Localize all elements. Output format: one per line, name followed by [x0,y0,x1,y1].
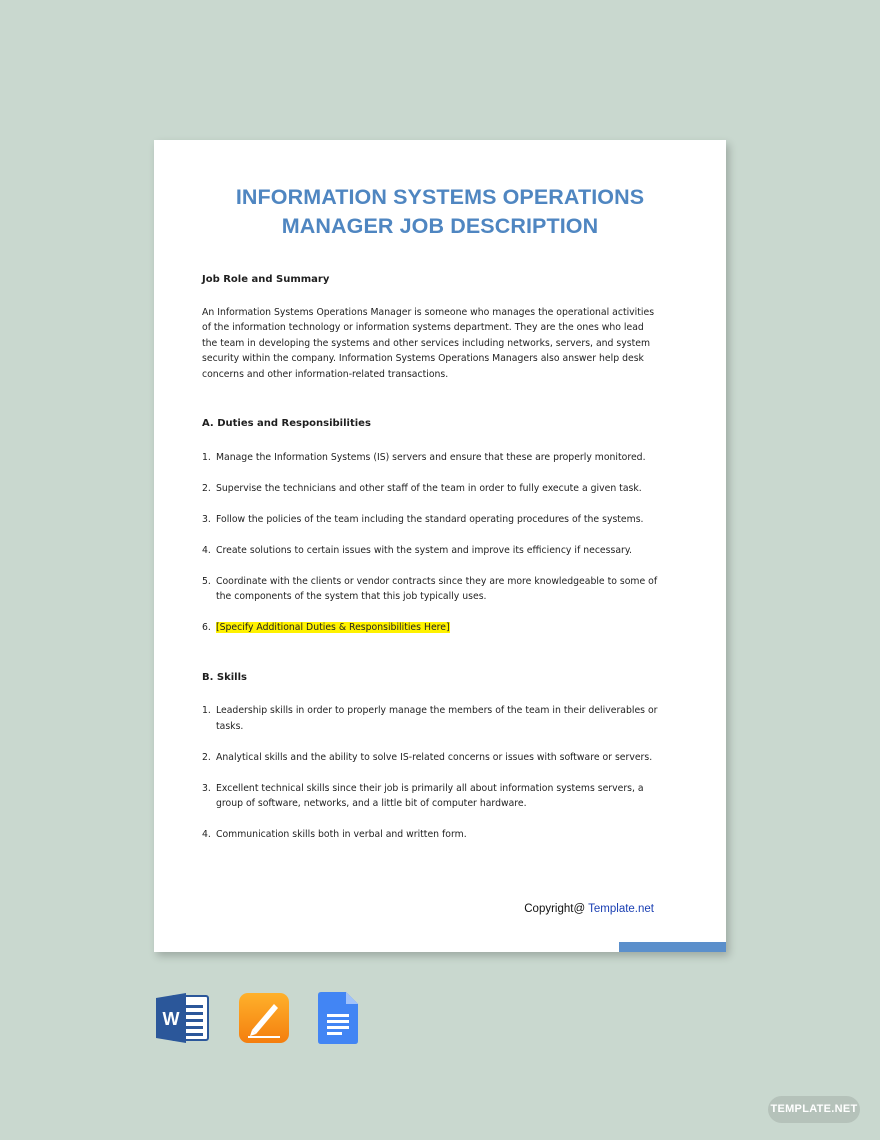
duties-list [202,450,662,636]
list-item-text: Follow the policies of the team including the standard operating procedures of the systems. [216,513,644,525]
list-item [202,620,662,636]
skills-heading: B. Skills [202,671,247,683]
list-item-text: Analytical skills and the ability to solve IS-related concerns or issues with software or servers. [216,751,653,763]
list-item-text: Communication skills both in verbal and written form. [216,829,467,840]
title-line-1: INFORMATION SYSTEMS OPERATIONS [235,185,645,209]
list-item-number: 2. [202,751,211,763]
list-item-text: Create solutions to certain issues with the system and improve its efficiency if necessary. [216,544,632,556]
summary-paragraph: An Information Systems Operations Manager is someone who manages the operational activities of the information technology or information systems department. They are the ones who lead the team in developing the systems and other services including networks, servers, and system security within the company. Information Systems Operations Managers also answer help desk concerns and other information-related transactions. [202,306,655,380]
list-item-number: 4. [202,544,211,556]
google-docs-icon[interactable] [318,992,358,1044]
highlighted-placeholder: [Specify Additional Duties & Responsibilities Here] [216,622,450,633]
list-item [202,512,662,528]
list-item-text: Coordinate with the clients or vendor contracts since they are more knowledgeable to some of the components of the system that this job typically uses. [216,575,658,602]
list-item-number: 6. [202,622,211,633]
copyright-link[interactable]: Template.net [588,903,654,915]
duties-heading: A. Duties and Responsibilities [202,418,371,429]
list-item-number: 1. [202,451,211,463]
list-item-text: Excellent technical skills since their job is primarily all about information systems servers, a group of software, networks, and a little bit of computer hardware. [216,782,644,809]
list-item [202,781,662,812]
list-item-text: Leadership skills in order to properly manage the members of the team in their deliverables or tasks. [216,705,658,732]
document-page [154,140,726,952]
document-title [154,183,726,241]
list-item [202,750,662,766]
list-item [202,481,662,497]
list-item-number: 3. [202,513,211,525]
list-item [202,703,662,734]
list-item-number: 5. [202,575,211,587]
list-item-text: Supervise the technicians and other staff of the team in order to fully execute a given task. [216,482,642,494]
list-item [202,450,662,466]
list-item [202,543,662,559]
title-line-2: MANAGER JOB DESCRIPTION [281,214,599,238]
list-item [202,574,662,605]
page-accent-bar [619,942,726,952]
summary-heading: Job Role and Summary [202,274,330,285]
list-item [202,827,662,843]
document-body [202,272,662,843]
copyright-prefix: Copyright@ [524,903,589,915]
watermark-badge: TEMPLATE.NET [768,1096,860,1123]
copyright-notice [524,903,654,915]
list-item-number: 2. [202,482,211,494]
word-icon[interactable] [156,992,210,1044]
svg-text:W: W [162,1009,180,1029]
list-item-number: 3. [202,782,211,794]
list-item-text: Manage the Information Systems (IS) servers and ensure that these are properly monitored. [216,451,646,463]
list-item-number: 4. [202,829,211,840]
skills-list [202,703,662,843]
list-item-number: 1. [202,705,211,716]
pages-icon[interactable] [238,992,290,1044]
